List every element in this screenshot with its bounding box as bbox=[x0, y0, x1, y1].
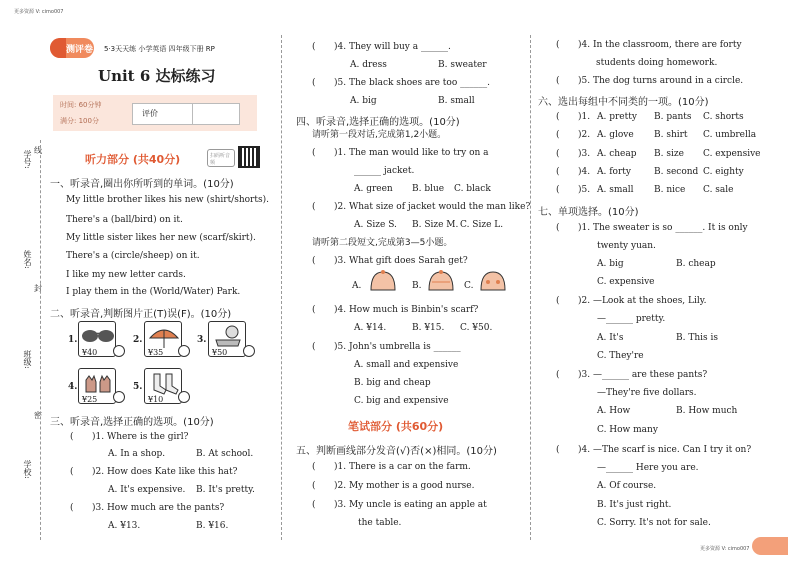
qr-caption: 扫码听音频 bbox=[207, 149, 235, 167]
s1-line: My little brother likes his new (shirt/shorts). bbox=[66, 195, 269, 205]
column-divider bbox=[281, 35, 282, 540]
s3-question: ( )3. How much are the pants? bbox=[70, 503, 225, 513]
s5-question: ( )1. There is a car on the farm. bbox=[312, 462, 471, 472]
s6-title: 六、选出每组中不同类的一项。(10分) bbox=[538, 97, 709, 108]
s4-question: ( )4. How much is Binbin's scarf? bbox=[312, 305, 479, 315]
s1-line: I play them in the (World/Water) Park. bbox=[66, 287, 241, 297]
s4-question: ( )3. What gift does Sarah get? bbox=[312, 256, 468, 266]
m-question: ( )5. The black shoes are too ______. bbox=[312, 78, 490, 88]
s5-question-cont: the table. bbox=[358, 518, 402, 528]
s6-option[interactable]: C. expensive bbox=[703, 149, 761, 159]
s5-title: 五、判断画线部分发音(√)否(×)相同。(10分) bbox=[296, 446, 497, 457]
s2-price: ¥40 bbox=[82, 348, 98, 357]
s7-question-cont: —______ Here you are. bbox=[597, 463, 699, 473]
s7-option[interactable]: B. cheap bbox=[676, 259, 716, 269]
s7-option[interactable]: A. How bbox=[597, 406, 631, 416]
s7-option[interactable]: C. They're bbox=[597, 351, 644, 361]
eval-label: 评价 bbox=[142, 109, 158, 118]
badge-label: 测评卷 bbox=[66, 45, 94, 55]
page-tab bbox=[752, 537, 788, 555]
qr-code-icon[interactable] bbox=[238, 146, 260, 168]
s4-question: ( )5. John's umbrella is ______ bbox=[312, 342, 461, 352]
s2-answer-circle[interactable] bbox=[113, 345, 125, 357]
written-heading: 笔试部分 (共60分) bbox=[348, 420, 444, 433]
s7-option[interactable]: B. It's just right. bbox=[597, 500, 672, 510]
hat-icon bbox=[426, 270, 456, 294]
binding-secret-char: 密 bbox=[34, 411, 42, 420]
eval-divider bbox=[192, 103, 193, 125]
binding-seal-char: 封 bbox=[34, 284, 42, 293]
s7-question: ( )1. The sweater is so ______. It is only bbox=[556, 223, 748, 233]
s4-intro: 请听第一段对话,完成第1,2小题。 bbox=[312, 130, 447, 140]
s2-item-num: 2. bbox=[133, 335, 143, 345]
s7-question: ( )4. —The scarf is nice. Can I try it on? bbox=[556, 445, 752, 455]
badge-icon bbox=[50, 38, 66, 58]
r-question: ( )4. In the classroom, there are forty bbox=[556, 40, 742, 50]
sunglasses-icon bbox=[80, 326, 116, 350]
s4-intro: 请听第二段短文,完成第3—5小题。 bbox=[312, 238, 453, 248]
s7-question-cont: —______ pretty. bbox=[597, 314, 666, 324]
s6-option[interactable]: A. forty bbox=[597, 167, 631, 177]
s2-answer-circle[interactable] bbox=[178, 345, 190, 357]
s3-option[interactable]: B. It's pretty. bbox=[196, 485, 255, 495]
s7-option[interactable]: A. big bbox=[597, 259, 624, 269]
binding-school: 学校: bbox=[23, 460, 32, 479]
time-label: 时间: 60分钟 bbox=[60, 101, 102, 109]
m-option[interactable]: A. big bbox=[350, 96, 377, 106]
s7-option[interactable]: A. Of course. bbox=[597, 481, 657, 491]
s7-question-cont: —They're five dollars. bbox=[597, 388, 697, 398]
s7-option[interactable]: B. How much bbox=[676, 406, 738, 416]
s4-option[interactable]: B. bbox=[412, 281, 422, 291]
s2-price: ¥35 bbox=[148, 348, 164, 357]
s3-option[interactable]: A. In a shop. bbox=[108, 449, 166, 459]
s2-price: ¥10 bbox=[148, 395, 164, 404]
hat-icon bbox=[368, 270, 398, 294]
s2-price: ¥25 bbox=[82, 395, 98, 404]
s4-title: 四、听录音,选择正确的选项。(10分) bbox=[296, 117, 460, 128]
s4-option[interactable]: A. bbox=[352, 281, 362, 291]
s1-line: My little sister likes her new (scarf/skirt). bbox=[66, 233, 256, 243]
s2-answer-circle[interactable] bbox=[243, 345, 255, 357]
page-title: Unit 6 达标练习 bbox=[98, 67, 216, 85]
s3-title: 三、听录音,选择正确的选项。(10分) bbox=[50, 417, 214, 428]
s6-option[interactable]: A. glove bbox=[597, 130, 634, 140]
r-question: ( )5. The dog turns around in a circle. bbox=[556, 76, 744, 86]
s6-row: ( )2. bbox=[556, 130, 591, 140]
s2-item-num: 3. bbox=[197, 335, 207, 345]
s4-question: ( )1. The man would like to try on a bbox=[312, 148, 489, 158]
binding-class: 班级: bbox=[23, 350, 32, 369]
scarf-hat-icon bbox=[210, 324, 246, 350]
s4-option[interactable]: B. blue bbox=[412, 184, 445, 194]
s4-option[interactable]: A. green bbox=[354, 184, 393, 194]
s4-question-cont: ______ jacket. bbox=[354, 166, 415, 176]
s3-question: ( )1. Where is the girl? bbox=[70, 432, 189, 442]
s3-option[interactable]: A. It's expensive. bbox=[108, 485, 186, 495]
column-divider bbox=[530, 35, 531, 540]
s2-item-num: 1. bbox=[68, 335, 78, 345]
s6-option[interactable]: B. shirt bbox=[654, 130, 688, 140]
s6-option[interactable]: C. shorts bbox=[703, 112, 744, 122]
listening-heading: 听力部分 (共40分) bbox=[85, 153, 181, 166]
s6-option[interactable]: A. small bbox=[597, 185, 634, 195]
s5-question: ( )3. My uncle is eating an apple at bbox=[312, 500, 487, 510]
s6-option[interactable]: A. pretty bbox=[597, 112, 637, 122]
score-label: 满分: 100分 bbox=[60, 117, 99, 125]
s6-row: ( )5. bbox=[556, 185, 591, 195]
s6-option[interactable]: B. size bbox=[654, 149, 684, 159]
s4-option[interactable]: C. ¥50. bbox=[460, 323, 493, 333]
s2-title: 二、听录音,判断图片正(T)误(F)。(10分) bbox=[50, 309, 232, 320]
s2-item-num: 4. bbox=[68, 382, 78, 392]
s3-option[interactable]: B. At school. bbox=[196, 449, 254, 459]
s4-question: ( )2. What size of jacket would the man like? bbox=[312, 202, 531, 212]
s4-option[interactable]: B. ¥15. bbox=[412, 323, 445, 333]
m-option[interactable]: A. dress bbox=[350, 60, 387, 70]
watermark-footer: 更多资源 V: cimo007 bbox=[700, 546, 750, 552]
binding-line-char: 线 bbox=[34, 146, 42, 155]
s3-option[interactable]: A. ¥13. bbox=[108, 521, 141, 531]
s4-option[interactable]: A. small and expensive bbox=[354, 360, 459, 370]
s2-answer-circle[interactable] bbox=[113, 391, 125, 403]
s6-option[interactable]: B. nice bbox=[654, 185, 686, 195]
s6-row: ( )3. bbox=[556, 149, 591, 159]
s4-option[interactable]: B. Size M. bbox=[412, 220, 459, 230]
r-question-cont: students doing homework. bbox=[596, 58, 718, 68]
s7-option[interactable]: C. expensive bbox=[597, 277, 655, 287]
m-question: ( )4. They will buy a ______. bbox=[312, 42, 451, 52]
s7-option[interactable]: C. How many bbox=[597, 425, 658, 435]
s4-option[interactable]: C. big and expensive bbox=[354, 396, 449, 406]
binding-dashed-line bbox=[40, 140, 41, 540]
gloves-icon bbox=[80, 372, 116, 396]
watermark-top: 更多资源 V: cimo007 bbox=[14, 9, 64, 15]
s5-question: ( )2. My mother is a good nurse. bbox=[312, 481, 475, 491]
s4-option[interactable]: A. ¥14. bbox=[354, 323, 387, 333]
s6-option[interactable]: A. cheap bbox=[597, 149, 637, 159]
s6-option[interactable]: B. pants bbox=[654, 112, 692, 122]
s3-question: ( )2. How does Kate like this hat? bbox=[70, 467, 238, 477]
s1-line: There's a (circle/sheep) on it. bbox=[66, 251, 200, 261]
m-option[interactable]: B. small bbox=[438, 96, 475, 106]
s7-question: ( )3. —______ are these pants? bbox=[556, 370, 708, 380]
binding-name: 姓名: bbox=[23, 250, 32, 269]
s1-title: 一、听录音,圈出你所听到的单词。(10分) bbox=[50, 179, 234, 190]
s2-answer-circle[interactable] bbox=[178, 391, 190, 403]
s4-option[interactable]: B. big and cheap bbox=[354, 378, 431, 388]
s6-row: ( )4. bbox=[556, 167, 591, 177]
s6-option[interactable]: C. sale bbox=[703, 185, 734, 195]
s7-question-cont: twenty yuan. bbox=[597, 241, 656, 251]
s4-option[interactable]: C. Size L. bbox=[460, 220, 504, 230]
s4-option[interactable]: C. black bbox=[454, 184, 491, 194]
s4-option[interactable]: A. Size S. bbox=[354, 220, 397, 230]
s6-option[interactable]: B. second bbox=[654, 167, 699, 177]
s7-option[interactable]: B. This is bbox=[676, 333, 718, 343]
s2-price: ¥50 bbox=[212, 348, 228, 357]
s3-option[interactable]: B. ¥16. bbox=[196, 521, 229, 531]
series-label: 5·3天天练 小学英语 四年级下册 RP bbox=[104, 45, 215, 53]
m-option[interactable]: B. sweater bbox=[438, 60, 487, 70]
s2-item-num: 5. bbox=[133, 382, 143, 392]
s1-line: There's a (ball/bird) on it. bbox=[66, 215, 183, 225]
socks-icon bbox=[146, 372, 182, 396]
s7-option[interactable]: C. Sorry. It's not for sale. bbox=[597, 518, 711, 528]
s6-option[interactable]: C. eighty bbox=[703, 167, 744, 177]
s7-option[interactable]: A. It's bbox=[597, 333, 624, 343]
s6-row: ( )1. bbox=[556, 112, 591, 122]
s1-line: I like my new letter cards. bbox=[66, 270, 186, 280]
hat-icon bbox=[478, 270, 508, 294]
binding-student-no: 学号: bbox=[23, 150, 32, 169]
s7-title: 七、单项选择。(10分) bbox=[538, 207, 639, 218]
umbrella-icon bbox=[146, 324, 182, 350]
s4-option[interactable]: C. bbox=[464, 281, 474, 291]
s7-question: ( )2. —Look at the shoes, Lily. bbox=[556, 296, 707, 306]
s6-option[interactable]: C. umbrella bbox=[703, 130, 757, 140]
